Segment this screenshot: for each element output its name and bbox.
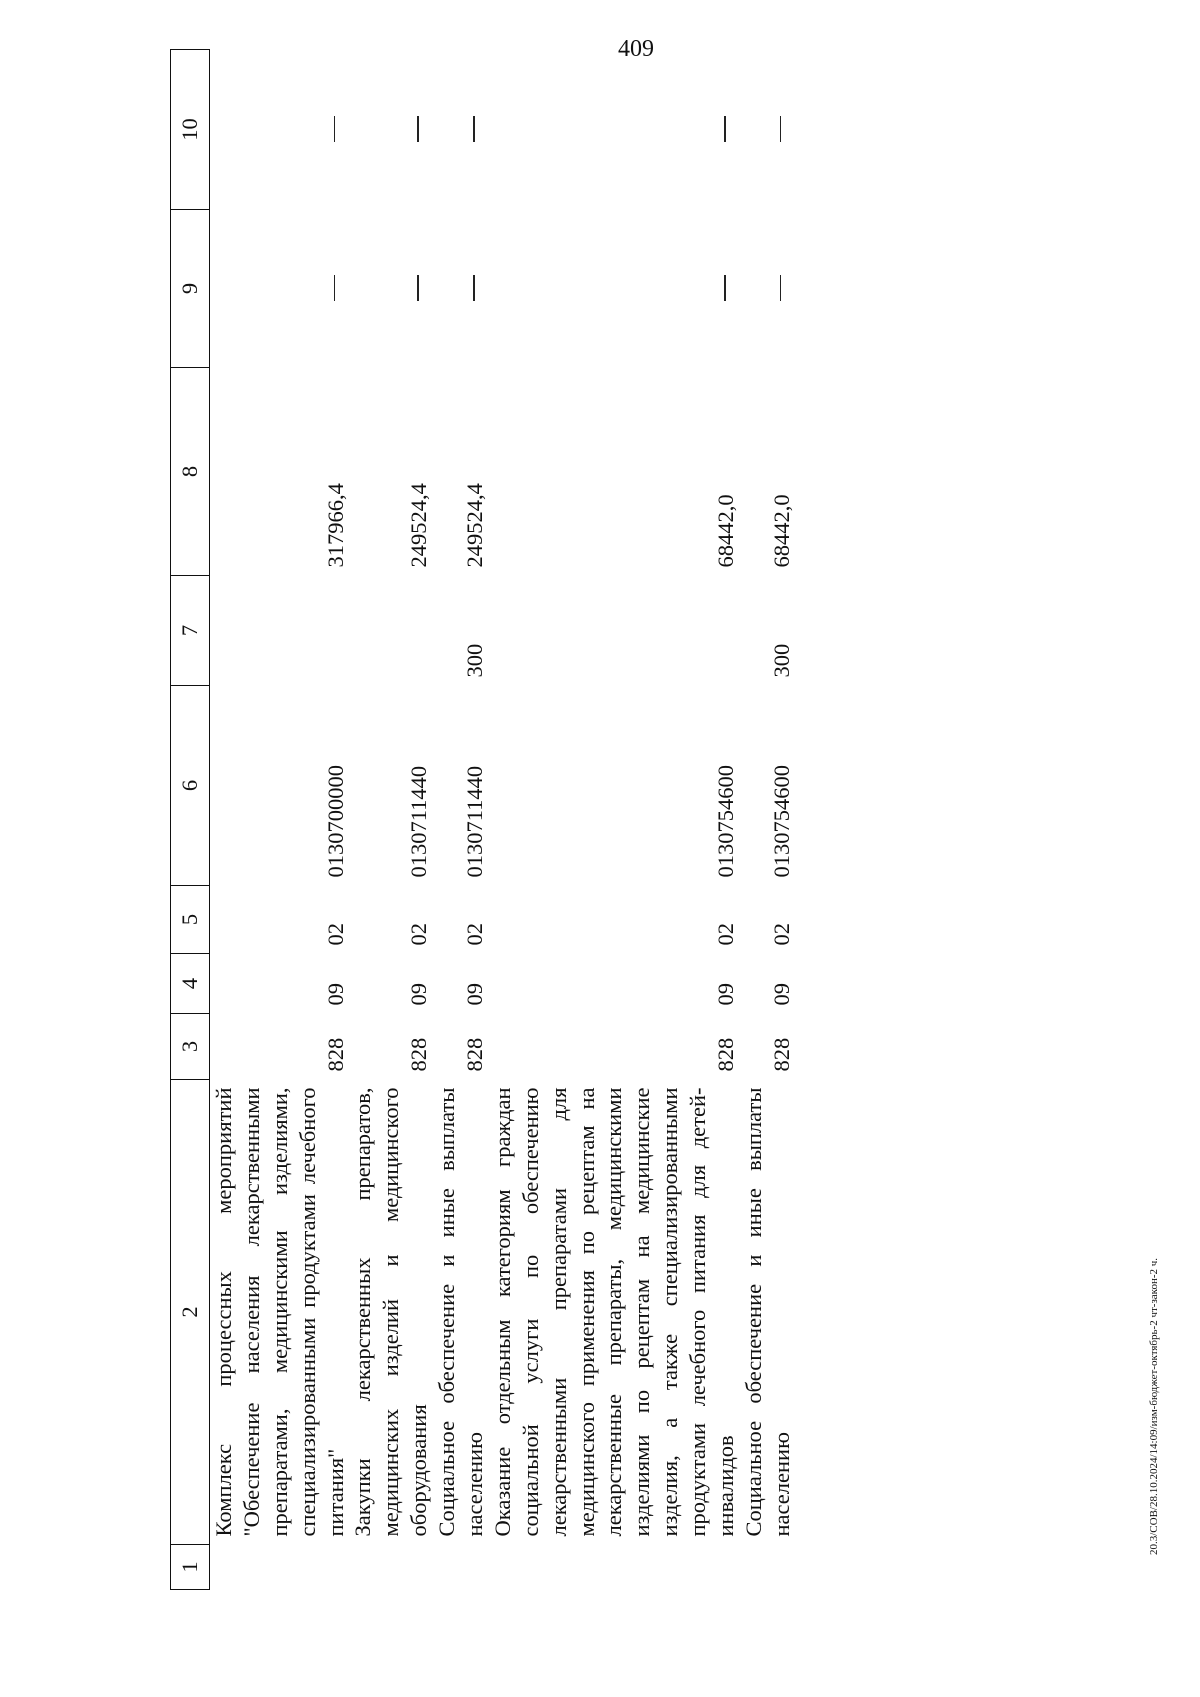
table-cell: [210, 576, 350, 686]
table-cell: [489, 50, 740, 210]
table-cell: [210, 1545, 350, 1590]
row-name: Закупки лекарственных препаратов, медицинских изделий и медицинского оборудования: [350, 1087, 432, 1537]
table-cell: 828: [768, 1037, 794, 1072]
table-cell: [210, 50, 350, 210]
table-row: [349, 50, 433, 1590]
table-cell: [740, 210, 796, 368]
column-header: 6: [171, 686, 210, 886]
table-cell: 0130711440: [462, 765, 488, 878]
table-cell: 68442,0: [713, 494, 739, 568]
table-cell: [489, 576, 740, 686]
table-cell: 09: [713, 983, 739, 1006]
dash-mark: [417, 117, 419, 143]
table-header-row: [171, 50, 210, 1590]
table-cell: 0130711440: [406, 765, 432, 878]
budget-table: [170, 49, 796, 1590]
table-cell: 300: [768, 643, 794, 678]
table-cell: 0130754600: [713, 765, 739, 878]
column-header: 3: [171, 1014, 210, 1080]
table-cell: [489, 210, 740, 368]
row-name: Оказание отдельным категориям граждан социальной услуги по обеспечению лекарственными препаратами для медицинского применения по рецептам на лекарственные препараты, медицинскими изделиями по рецептам на медицинские изделия, а также специализированными продуктами лечебного питания для детей-инвалидов: [489, 1087, 739, 1537]
dash-mark: [780, 276, 782, 302]
table-cell: [740, 50, 796, 210]
table-cell: 02: [462, 923, 488, 946]
page-number: 409: [618, 36, 654, 62]
table-cell: 02: [406, 923, 432, 946]
column-header: 10: [171, 50, 210, 210]
column-header: 7: [171, 576, 210, 686]
table-cell: [210, 210, 350, 368]
dash-mark: [334, 276, 336, 302]
table-cell: 317966,4: [322, 483, 348, 568]
column-header: 2: [171, 1080, 210, 1545]
table-cell: 09: [322, 983, 348, 1006]
table-cell: 02: [768, 923, 794, 946]
column-header: 1: [171, 1545, 210, 1590]
table-cell: 249524,4: [462, 483, 488, 568]
rotated-table-container: [170, 50, 1170, 1590]
column-header: 9: [171, 210, 210, 368]
row-name: Социальное обеспечение и иные выплаты населению: [740, 1087, 794, 1537]
table-cell: [349, 576, 433, 686]
dash-mark: [473, 276, 475, 302]
table-cell: 68442,0: [768, 494, 794, 568]
table-cell: [433, 1545, 489, 1590]
table-cell: 0130754600: [768, 765, 794, 878]
table-cell: [740, 1545, 796, 1590]
column-header: 8: [171, 368, 210, 576]
table-cell: 828: [406, 1037, 432, 1072]
table-cell: [433, 210, 489, 368]
table-cell: 249524,4: [406, 483, 432, 568]
table-cell: [433, 50, 489, 210]
column-header: 4: [171, 954, 210, 1014]
row-name: Социальное обеспечение и иные выплаты населению: [434, 1087, 488, 1537]
table-row: [210, 50, 350, 1590]
table-cell: 828: [322, 1037, 348, 1072]
dash-mark: [334, 117, 336, 143]
table-cell: 828: [462, 1037, 488, 1072]
dash-mark: [473, 117, 475, 143]
dash-mark: [724, 276, 726, 302]
document-footer-code: 20.3/СОВ/28.10.2024/14:09/изм-бюджет-октябрь-2 чт-закон-2 ч.: [1148, 1257, 1160, 1555]
table-cell: 0130700000: [322, 765, 348, 878]
table-row: [489, 50, 740, 1590]
table-cell: [349, 50, 433, 210]
table-cell: 300: [462, 643, 488, 678]
table-cell: 02: [322, 923, 348, 946]
dash-mark: [417, 276, 419, 302]
row-name: Комплекс процессных мероприятий "Обеспечение населения лекарственными препаратами, медицинскими изделиями, специализированными продуктами лечебного питания": [211, 1087, 348, 1537]
dash-mark: [724, 117, 726, 143]
table-cell: [349, 1545, 433, 1590]
table-cell: 09: [768, 983, 794, 1006]
table-cell: 09: [406, 983, 432, 1006]
table-cell: 09: [462, 983, 488, 1006]
table-cell: 828: [713, 1037, 739, 1072]
column-header: 5: [171, 886, 210, 954]
table-row: [740, 50, 796, 1590]
dash-mark: [780, 117, 782, 143]
table-row: [433, 50, 489, 1590]
table-cell: [489, 1545, 740, 1590]
table-cell: [349, 210, 433, 368]
table-cell: 02: [713, 923, 739, 946]
